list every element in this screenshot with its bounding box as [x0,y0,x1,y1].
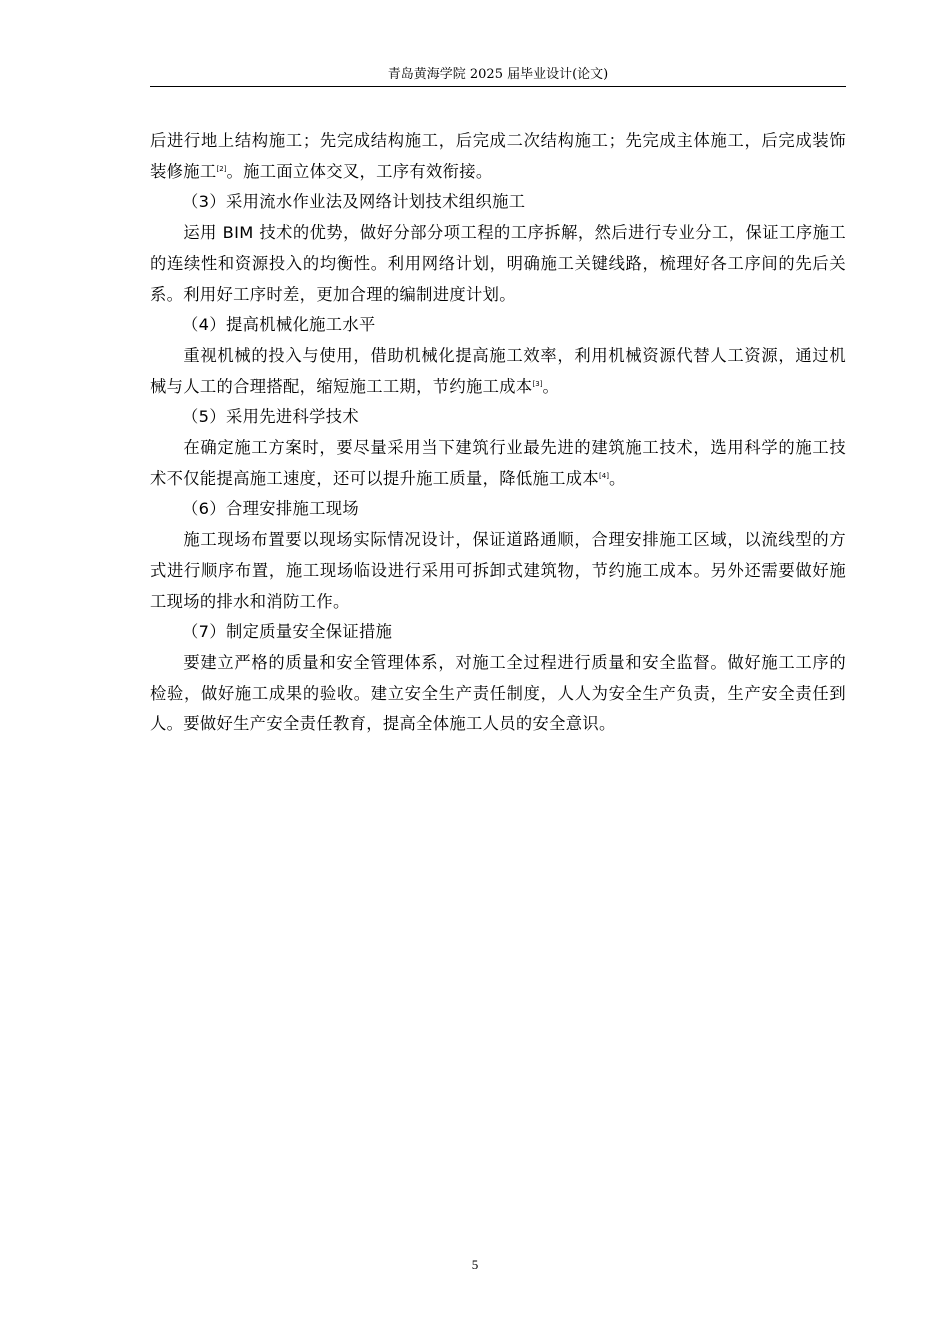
paragraph-6: 施工现场布置要以现场实际情况设计，保证道路通顺，合理安排施工区域，以流线型的方式进行顺序布置，施工现场临设进行采用可拆卸式建筑物，节约施工成本。另外还需要做好施工现场的排水和消防工作。 [150,530,846,611]
header-divider [150,86,846,87]
paragraph-text: 在确定施工方案时，要尽量采用当下建筑行业最先进的建筑施工技术，选用科学的施工技术不仅能提高施工速度，还可以提升施工质量，降低施工成本 [150,438,846,488]
section-heading-6: （6）合理安排施工现场 [182,499,360,519]
section-heading-7: （7）制定质量安全保证措施 [182,622,393,642]
citation-ref: [4] [599,471,609,480]
paragraph-5 [150,433,846,494]
paragraph-text-tail: 。 [608,468,626,488]
citation-ref: [2] [216,164,227,173]
section-heading-3: （3）采用流水作业法及网络计划技术组织施工 [182,192,526,212]
running-header: 青岛黄海学院 2025 届毕业设计(论文) [387,67,609,82]
paragraph-4 [150,341,846,402]
citation-ref: [3] [532,379,543,388]
paragraph-text-tail: 。 [542,376,560,396]
paragraph-text-tail: 。施工面立体交叉，工序有效衔接。 [226,161,493,181]
page-number: 5 [471,1257,479,1272]
section-heading-5: （5）采用先进科学技术 [182,407,360,427]
paragraph-text: 重视机械的投入与使用，借助机械化提高施工效率，利用机械资源代替人工资源，通过机械与人工的合理搭配，缩短施工工期，节约施工成本 [150,345,846,396]
paragraph-7: 要建立严格的质量和安全管理体系，对施工全过程进行质量和安全监督。做好施工工序的检验，做好施工成果的验收。建立安全生产责任制度，人人为安全生产负责，生产安全责任到人。要做好生产安全责任教育，提高全体施工人员的安全意识。 [150,652,846,734]
paragraph-continued [150,126,846,187]
body-text [150,126,846,740]
paragraph-3: 运用 BIM 技术的优势，做好分部分项工程的工序拆解，然后进行专业分工，保证工序施工的连续性和资源投入的均衡性。利用网络计划，明确施工关键线路，梳理好各工序间的先后关系。利用好工序时差，更加合理的编制进度计划。 [150,223,846,304]
paragraph-text: 后进行地上结构施工；先完成结构施工，后完成二次结构施工；先完成主体施工，后完成装饰装修施工 [150,131,846,181]
section-heading-4: （4）提高机械化施工水平 [182,315,376,335]
